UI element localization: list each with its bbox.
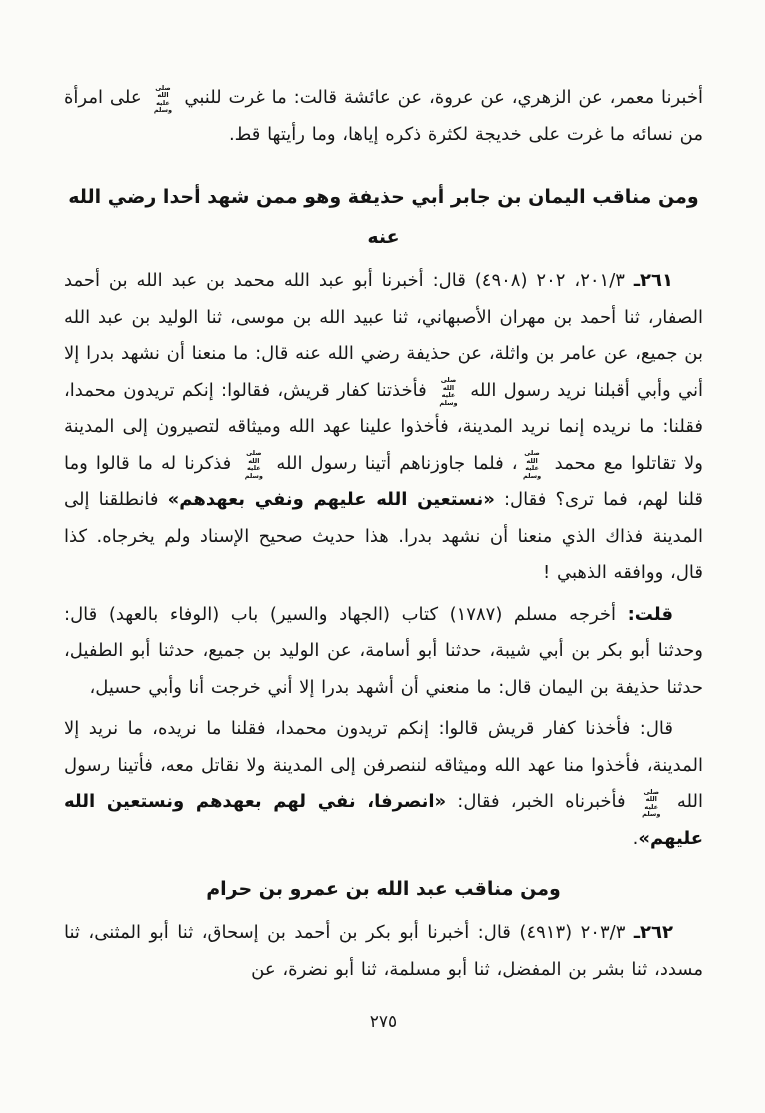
paragraph-aisha-narration <box>64 80 703 153</box>
bold-quote-segment: «انصرفا، نفي لهم بعهدهم ونستعين الله عليهم» <box>64 791 703 849</box>
text-segment: فأخذتنا كفار قريش، فقالوا: إنكم تريدون محمدا، فقلنا: ما نريده إنما نريد المدينة، فأخذوا علينا عهد الله وميثاقه لتصيرون إلى المدينة ولا تقاتلوا مع محمد <box>64 379 703 474</box>
pbuh-honorific-symbol: صلى الله عليه وسلم <box>522 449 542 480</box>
text-segment: فانطلقنا إلى المدينة فذاك الذي منعنا أن نشهد بدرا. هذا حديث صحيح الإسناد ولم يخرجاه. كذا قال، ووافقه الذهبي ! <box>64 489 703 583</box>
qultu-marker: قلت: <box>627 603 673 625</box>
text-segment: . <box>632 827 639 849</box>
pbuh-honorific-symbol: صلى الله عليه وسلم <box>153 83 173 114</box>
text-segment: أخبرنا معمر، عن الزهري، عن عروة، عن عائشة قالت: ما غرت للنبي <box>177 87 703 108</box>
paragraph-muslim-version <box>64 711 703 857</box>
text-segment: ٢٠١/٣، ٢٠٢ (٤٩٠٨) قال: أخبرنا أبو عبد الله محمد بن عبد الله بن أحمد الصفار، ثنا أحمد بن مهران الأصبهاني، ثنا عبيد الله بن موسى، ثنا الوليد بن عبد الله بن جميع، عن عامر بن واثلة، عن حذيفة رضي الله عنه قال: ما منعنا أن نشهد بدرا إلا أني وأبي أقبلنا نريد رسول الله <box>64 270 703 401</box>
paragraph-hadith-261 <box>64 263 703 592</box>
paragraph-takhrij-qultu <box>64 597 703 707</box>
pbuh-honorific-symbol: صلى الله عليه وسلم <box>642 787 661 818</box>
paragraph-hadith-262 <box>64 915 703 988</box>
text-segment: على امرأة من نسائه ما غرت على خديجة لكثرة ذكره إياها، وما رأيتها قط. <box>64 87 703 145</box>
bold-quote-segment: «نستعين الله عليهم ونفي بعهدهم» <box>167 489 495 510</box>
hadith-number-262: ٢٦٢ـ <box>633 922 673 943</box>
text-segment: فذكرنا له ما قالوا وما قلنا لهم، فما ترى؟ فقال: <box>64 452 704 510</box>
text-segment: ٢٠٣/٣ (٤٩١٣) قال: أخبرنا أبو بكر بن أحمد بن إسحاق، ثنا أبو المثنى، ثنا مسدد، ثنا بشر بن المفضل، ثنا أبو مسلمة، ثنا أبو نضرة، عن <box>64 922 703 980</box>
text-segment: قال: فأخذنا كفار قريش قالوا: إنكم تريدون محمدا، فقلنا ما نريده، ما نريد إلا المدينة، فأخذوا منا عهد الله وميثاقه لننصرفن إلى المدينة ولا نقاتل معه، فأتينا رسول الله <box>64 718 703 812</box>
text-segment: فأخبرناه الخبر، فقال: <box>446 791 637 812</box>
text-segment: أخرجه مسلم (١٧٨٧) كتاب (الجهاد والسير) باب (الوفاء بالعهد) قال: وحدثنا أبو بكر بن أبي شيبة، حدثنا أبو أسامة، عن الوليد بن جميع، حدثنا أبو الطفيل، حدثنا حذيفة بن اليمان قال: ما منعني أن أشهد بدرا إلا أني خرجت أنا وأبي حسيل، <box>64 603 703 698</box>
pbuh-honorific-symbol: صلى الله عليه وسلم <box>439 376 458 407</box>
section-heading-manaqib-yaman: ومن مناقب اليمان بن جابر أبي حذيفة وهو ممن شهد أحدا رضي الله عنه <box>68 186 699 248</box>
page-number: ٢٧٥ <box>369 1012 398 1032</box>
pbuh-honorific-symbol: صلى الله عليه وسلم <box>244 449 263 480</box>
hadith-number-261: ٢٦١ـ <box>633 270 673 291</box>
text-segment: ، فلما جاوزناهم أتينا رسول الله <box>268 452 518 474</box>
section-heading-manaqib-abdullah: ومن مناقب عبد الله بن عمرو بن حرام <box>206 878 561 900</box>
